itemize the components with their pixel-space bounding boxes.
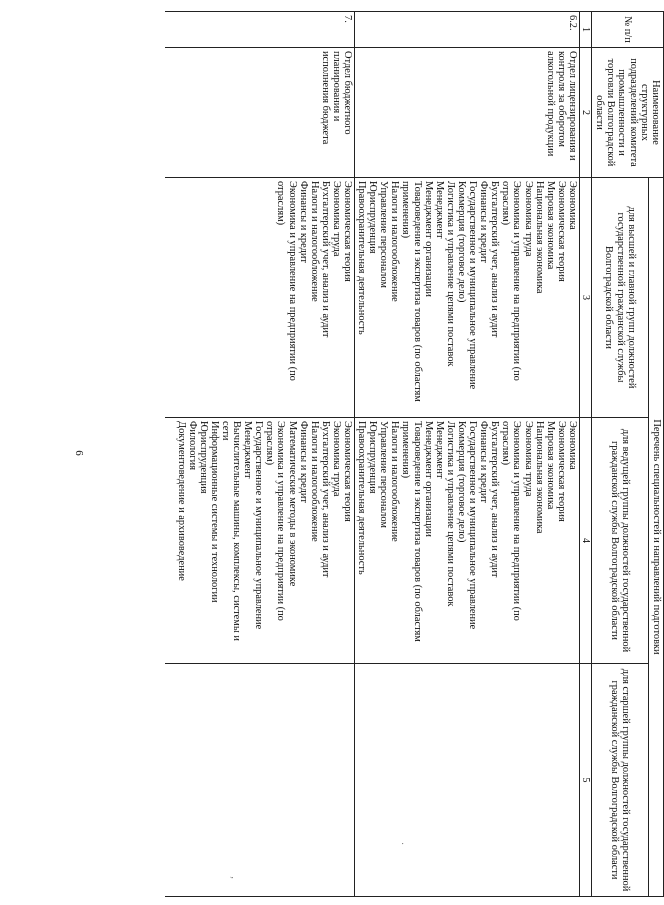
specialty-item: Логистика и управление цепями поставок [444, 421, 456, 607]
specialty-item: Математические методы в экономике [286, 421, 298, 587]
specialty-item: Менеджмент [433, 421, 445, 479]
specialty-item: Менеджмент [433, 181, 445, 239]
specialty-item: Управление персоналом [378, 421, 390, 528]
column-number: 2 [579, 48, 591, 178]
specialties-list-col3 [165, 178, 355, 418]
specialty-item: Юриспруденция [367, 421, 379, 494]
header-specialties-group: Перечень специальностей и направлений подготовки [649, 178, 664, 897]
specialty-item: Финансы и кредит [478, 421, 490, 503]
specialty-item: Государственное и муниципальное управление [253, 421, 265, 630]
header-num: № п/п [592, 12, 664, 48]
specialty-item: Товароведение и экспертиза товаров (по областям применения) [400, 181, 423, 402]
table-row [355, 12, 580, 897]
specialty-item: Товароведение и экспертиза товаров (по областям применения) [400, 421, 423, 642]
specialty-item: Экономика [566, 181, 578, 230]
specialty-item: Коммерция (торговое дело) [455, 421, 467, 543]
specialty-item: Экономическая теория [342, 421, 354, 522]
department-name: Отдел лицензирования и контроля за оборотом алкогольной продукции [355, 48, 580, 178]
header-department: Наименование структурных подразделений комитета промышленности и торговли Волгоградской области [592, 48, 664, 178]
specialties-list-col5 [165, 664, 355, 897]
specialty-item: Экономика [566, 421, 578, 470]
specialty-item: Бухгалтерский учет, анализ и аудит [489, 181, 501, 338]
specialty-item: Экономика и управление на предприятии (по отраслям) [264, 421, 287, 621]
specialty-item: Экономическая теория [555, 181, 567, 282]
scan-dot: ‚ [229, 875, 241, 880]
column-number: 1 [579, 12, 591, 48]
specialty-item: Документоведение и архивоведение [175, 421, 187, 581]
scan-dot: · [396, 841, 408, 846]
specialty-item: Мировая экономика [544, 181, 556, 270]
specialty-item: Логистика и управление цепями поставок [444, 181, 456, 367]
specialties-list-col5 [355, 664, 580, 897]
specialty-item: Бухгалтерский учет, анализ и аудит [489, 421, 501, 578]
department-name: Отдел бюджетного планирования и исполнения бюджета [165, 48, 355, 178]
specialty-item: Государственное и муниципальное управление [467, 181, 479, 390]
specialty-item: Юриспруденция [367, 181, 379, 254]
specialty-item: Налоги и налогообложение [308, 181, 320, 302]
specialty-item: Менеджмент организации [422, 181, 434, 297]
column-number-row [579, 12, 591, 897]
specialty-item: Бухгалтерский учет, анализ и аудит [319, 181, 331, 338]
specialty-item: Экономика труда [330, 181, 342, 257]
specialty-item: Менеджмент [242, 421, 254, 479]
specialty-item: Налоги и налогообложение [389, 421, 401, 542]
specialty-item: Вычислительные машины, комплексы, системы и сети [220, 421, 243, 641]
specialty-item: Национальная экономика [533, 181, 545, 294]
column-number: 3 [579, 178, 591, 418]
specialty-item: Филология [186, 421, 198, 470]
specialty-item: Государственное и муниципальное управление [467, 421, 479, 630]
specialty-item: Финансы и кредит [478, 181, 490, 263]
specialties-table [165, 11, 664, 897]
specialty-item: Экономическая теория [555, 421, 567, 522]
specialty-item: Бухгалтерский учет, анализ и аудит [319, 421, 331, 578]
column-number: 4 [579, 418, 591, 664]
table-row [165, 12, 355, 897]
specialty-item: Финансы и кредит [297, 421, 309, 503]
header-leading-group: для ведущей группы должностей государственной гражданской службы Волгоградской области [592, 418, 649, 664]
specialty-item: Экономика труда [522, 421, 534, 497]
specialty-item: Финансы и кредит [297, 181, 309, 263]
specialty-item: Экономика труда [330, 421, 342, 497]
row-number: 6.2. [355, 12, 580, 48]
header-top-groups: для высшей и главной групп должностей государственной гражданской службы Волгоградской области [592, 178, 649, 418]
specialty-item: Информационные системы и технологии [208, 421, 220, 603]
rotated-sheet [96, 11, 664, 896]
specialties-list-col4 [165, 418, 355, 664]
specialties-list-col4 [355, 418, 580, 664]
specialty-item: Коммерция (торговое дело) [455, 181, 467, 303]
specialty-item: Правоохранительная деятельность [356, 421, 368, 575]
specialty-item: Правоохранительная деятельность [356, 181, 368, 335]
specialty-item: Налоги и налогообложение [389, 181, 401, 302]
specialty-item: Налоги и налогообложение [308, 421, 320, 542]
specialty-item: Экономика и управление на предприятии (по отраслям) [275, 181, 298, 381]
specialty-item: Юриспруденция [197, 421, 209, 494]
specialty-item: Управление персоналом [378, 181, 390, 288]
specialty-item: Мировая экономика [544, 421, 556, 510]
page-number: 6 [72, 450, 85, 456]
specialty-item: Экономика и управление на предприятии (по отраслям) [500, 421, 523, 621]
specialty-item: Экономика и управление на предприятии (по отраслям) [500, 181, 523, 381]
specialty-item: Национальная экономика [533, 421, 545, 534]
specialty-item: Экономическая теория [342, 181, 354, 282]
specialty-item: Экономика труда [522, 181, 534, 257]
column-number: 5 [579, 664, 591, 897]
row-number: 7. [165, 12, 355, 48]
header-senior-group: для старшей группы должностей государственной гражданской службы Волгоградской области [592, 664, 649, 897]
specialties-list-col3 [355, 178, 580, 418]
specialty-item: Менеджмент организации [422, 421, 434, 537]
